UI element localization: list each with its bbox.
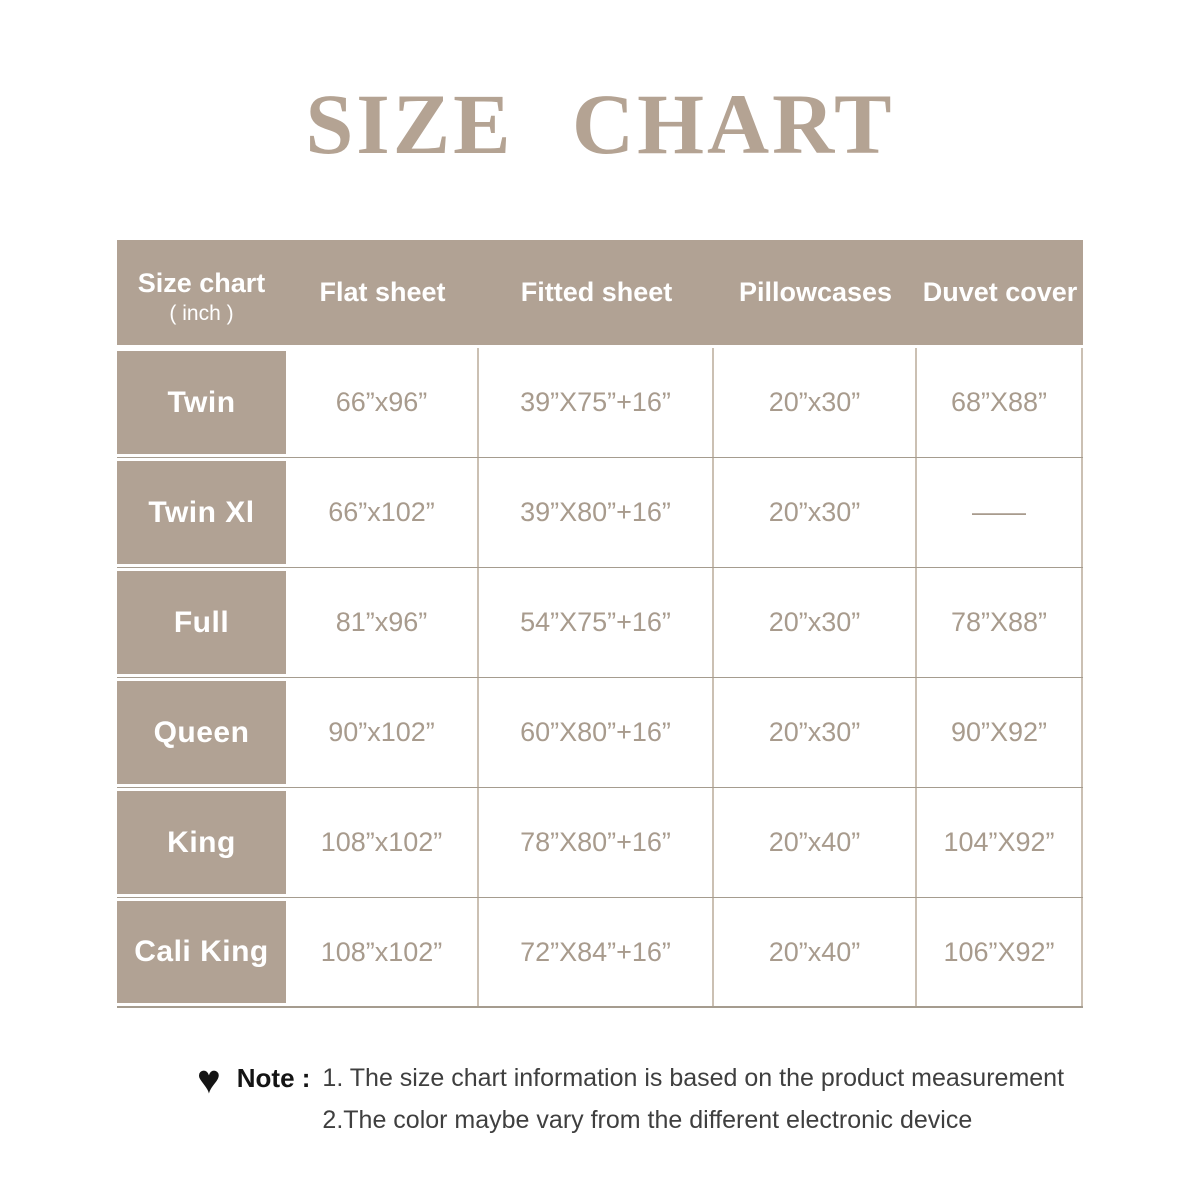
data-cell-pillowcases: 20”x40” [714, 898, 917, 1006]
data-cell-fitted-sheet: 60”X80”+16” [479, 678, 714, 787]
data-cell-flat-sheet: 66”x102” [286, 458, 479, 567]
data-cell-duvet-cover: —— [917, 458, 1083, 567]
size-label-cell: Full [117, 568, 286, 677]
header-cell-pillowcases: Pillowcases [738, 276, 893, 307]
data-cell-pillowcases: 20”x30” [714, 568, 917, 677]
data-cell-pillowcases: 20”x40” [714, 788, 917, 897]
data-cell-duvet-cover: 90”X92” [917, 678, 1083, 787]
size-label-cell: King [117, 788, 286, 897]
table-row [117, 458, 1083, 568]
page-title: SIZE CHART [305, 76, 895, 172]
data-cell-pillowcases: 20”x30” [714, 678, 917, 787]
data-cell-fitted-sheet: 54”X75”+16” [479, 568, 714, 677]
data-cell-fitted-sheet: 72”X84”+16” [479, 898, 714, 1006]
size-label-cell: Twin Xl [117, 458, 286, 567]
table-header-row [117, 240, 1083, 345]
table-body [117, 348, 1083, 1008]
data-cell-duvet-cover: 104”X92” [917, 788, 1083, 897]
heart-icon: ♥ [197, 1058, 221, 1102]
header-cell-size-chart [117, 268, 286, 326]
data-cell-fitted-sheet: 78”X80”+16” [479, 788, 714, 897]
size-label-cell: Twin [117, 348, 286, 457]
table-row [117, 348, 1083, 458]
data-cell-pillowcases: 20”x30” [714, 458, 917, 567]
data-cell-duvet-cover: 106”X92” [917, 898, 1083, 1006]
data-cell-flat-sheet: 81”x96” [286, 568, 479, 677]
table-row [117, 568, 1083, 678]
data-cell-fitted-sheet: 39”X80”+16” [479, 458, 714, 567]
size-label-cell: Cali King [117, 898, 286, 1006]
data-cell-duvet-cover: 78”X88” [917, 568, 1083, 677]
data-cell-flat-sheet: 90”x102” [286, 678, 479, 787]
table-row [117, 788, 1083, 898]
data-cell-duvet-cover: 68”X88” [917, 348, 1083, 457]
note-section [197, 1058, 1064, 1140]
header-cell-flat-sheet: Flat sheet [319, 276, 446, 307]
header-size-chart-label: Size chart [137, 268, 266, 299]
header-inch-label: ( inch ) [169, 302, 234, 326]
table-row [117, 898, 1083, 1008]
data-cell-fitted-sheet: 39”X75”+16” [479, 348, 714, 457]
size-label-cell: Queen [117, 678, 286, 787]
data-cell-flat-sheet: 108”x102” [286, 788, 479, 897]
header-cell-fitted-sheet: Fitted sheet [520, 276, 673, 307]
data-cell-pillowcases: 20”x30” [714, 348, 917, 457]
note-label: Note : [236, 1063, 311, 1093]
data-cell-flat-sheet: 108”x102” [286, 898, 479, 1006]
header-cell-duvet-cover: Duvet cover [922, 276, 1078, 307]
data-cell-flat-sheet: 66”x96” [286, 348, 479, 457]
note-line-2: 2.The color maybe vary from the different electronic device [322, 1106, 973, 1134]
size-chart-table [117, 240, 1083, 1008]
table-row [117, 678, 1083, 788]
note-line-1: 1. The size chart information is based on the product measurement [322, 1064, 1065, 1092]
note-text [322, 1058, 1064, 1140]
